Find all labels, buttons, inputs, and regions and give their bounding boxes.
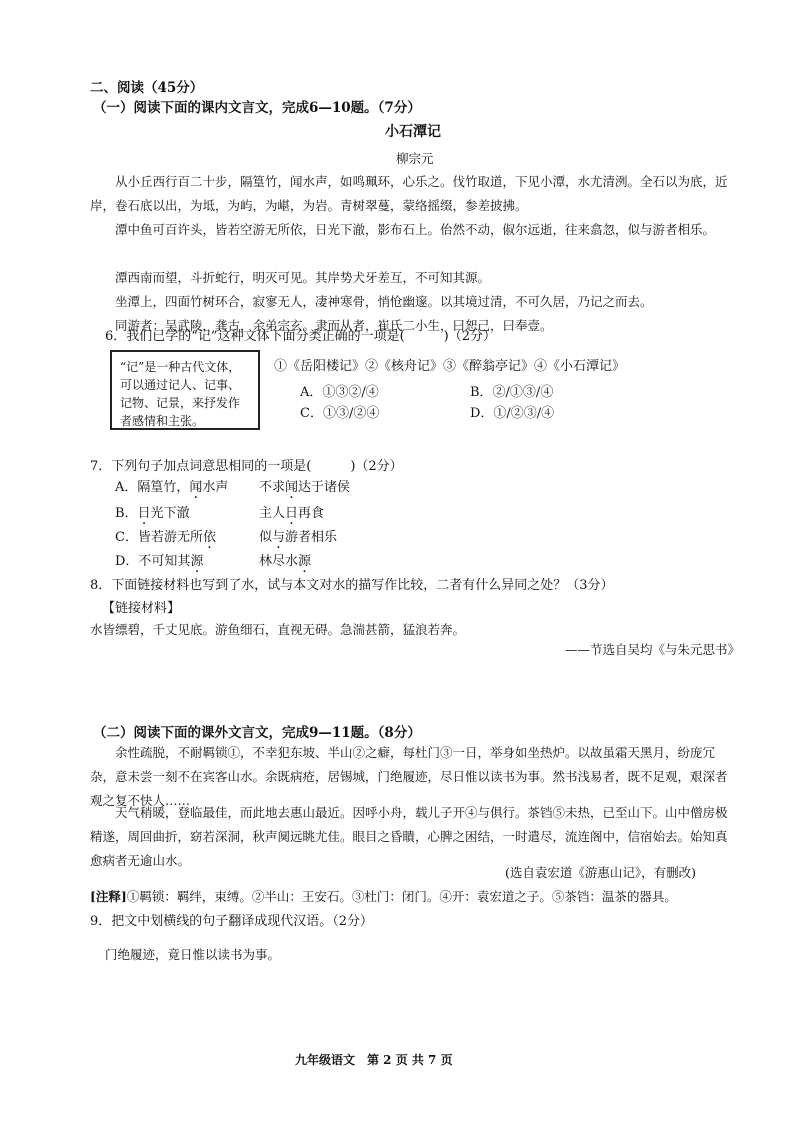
- q8-material-label: 【链接材料】: [102, 601, 181, 616]
- q9-sentence: 门绝履迹，竟日惟以读书为事。: [105, 947, 281, 962]
- passage2-paragraph-2: 天气稍暖，登临最佳，而此地去惠山最近。因呼小舟，载儿子开④与俱行。茶铛⑤未热，已至山下。山中僧房极精遂，周回曲折，窈若深洞，秋声阒远眺尤佳。眼目之昏瞶，心脾之困结，一时遣尽，流连阁中，信宿始去。始知真愈病者无逾山水。: [90, 805, 728, 868]
- q7-row-b-right: [259, 502, 324, 521]
- passage1-paragraph-5: 同游者：吴武陵，龚古，余弟宗玄。隶而从者，崔氏二小生，曰恕己，曰奉壹。: [115, 318, 553, 333]
- q6-option-a: A．①③②/④: [300, 385, 379, 400]
- passage1-paragraph-3: 潭西南而望，斗折蛇行，明灭可见。其岸势犬牙差互，不可知其源。: [115, 270, 491, 285]
- q7-row-b: [115, 502, 190, 521]
- q7-row-c: [115, 526, 216, 545]
- q6-items: ①《岳阳楼记》②《核舟记》③《醉翁亭记》④《小石潭记》: [274, 359, 626, 374]
- notes-text: ①羁锁：羁绊，束缚。②半山：王安石。③杜门：闭门。④开：袁宏道之子。⑤茶铛：温茶的器具。: [126, 889, 677, 904]
- passage-title: 小石潭记: [385, 124, 441, 140]
- q6-definition-box: “记”是一种古代文体，可以通过记人、记事、记物、记景，来抒发作者感情和主张。: [110, 350, 260, 430]
- q7-row-d-left-dotted: 源: [190, 554, 204, 569]
- q8-stem: 8．下面链接材料也写到了水，试与本文对水的描写作比较，二者有什么异同之处？（3分）: [90, 578, 614, 593]
- passage1-paragraph-2: 潭中鱼可百许头，皆若空游无所依，日光下澈，影布石上。佁然不动，俶尔远逝，往来翕忽，似与游者相乐。: [115, 222, 716, 237]
- passage1-paragraph-4: 坐潭上，四面竹树环合，寂寥无人，凄神寒骨，悄怆幽邃。以其境过清，不可久居，乃记之而去。: [115, 294, 653, 309]
- part2-heading: （二）阅读下面的课外文言文，完成9—11题。（8分）: [93, 725, 421, 741]
- q6-stem: 6．我们已学的“记”这种文体下面分类正确的一项是( )（2分）: [105, 329, 496, 344]
- part1-heading: （一）阅读下面的课内文言文，完成6—10题。（7分）: [93, 100, 421, 116]
- q7-row-a-right: [259, 476, 350, 495]
- q7-row-d-right: [259, 550, 311, 569]
- q7-row-b-right-post: 再食: [298, 506, 325, 521]
- q7-row-d-right-pre: 林尽水: [259, 554, 299, 569]
- q6-option-b: B．②/①③/④: [470, 385, 554, 400]
- q7-row-b-left-pre: B．: [115, 506, 138, 521]
- q8-source: ——节选自吴均《与朱元思书》: [565, 642, 741, 657]
- q7-row-a-left-post: 水声: [202, 480, 229, 495]
- q7-row-c-right: [259, 526, 337, 545]
- passage2-paragraph-1: 余性疏脱，不耐羁锁①，不幸犯东坡、半山②之癖，每杜门③一日，举身如坐热炉。以故虽霜天黑月，纷庞冗杂，意未尝一刻不在宾客山水。余既病疮，居锡城，门绝履迹，尽日惟以读书为事。然书浅易者，既不足观，艰深者观之复不快人……: [90, 745, 728, 808]
- q7-row-c-right-post: 游者相乐: [285, 530, 338, 545]
- q9-stem: 9．把文中划横线的句子翻译成现代汉语。（2分）: [90, 914, 374, 929]
- q8-material: 水皆缥碧，千丈见底。游鱼细石，直视无碍。急湍甚箭，猛浪若奔。: [90, 622, 466, 637]
- passage-author: 柳宗元: [396, 151, 434, 166]
- q7-row-a-left-dotted: 闻: [189, 480, 203, 495]
- q7-row-c-left-pre: C．皆若游无所: [115, 530, 203, 545]
- q7-row-a-left-pre: A．隔篁竹，: [115, 480, 190, 495]
- q7-row-a-right-dotted: 闻: [285, 480, 299, 495]
- section-title: 二、阅读（45分）: [90, 80, 204, 96]
- passage2-source: (选自袁宏道《游惠山记》，有删改): [505, 865, 697, 880]
- q7-row-d-left-pre: D．不可知其: [115, 554, 191, 569]
- passage1-paragraph-1: 从小丘西行百二十步，隔篁竹，闻水声，如鸣珮环，心乐之。伐竹取道，下见小潭，水尤清洌。全石以为底，近岸，卷石底以出，为坻，为屿，为嵁，为岩。青树翠蔓，蒙络摇缀，参差披拂。: [90, 174, 728, 213]
- q6-option-c: C．①③/②④: [300, 406, 380, 421]
- notes-label: [注释]: [90, 889, 127, 904]
- q7-row-b-right-dotted: 日: [285, 506, 299, 521]
- q6-option-d: D．①/②③/④: [470, 406, 555, 421]
- q7-row-a-right-post: 达于诸侯: [298, 480, 351, 495]
- q7-row-a-right-pre: 不求: [259, 480, 286, 495]
- q7-row-c-right-pre: 似: [259, 530, 273, 545]
- q7-row-a: [115, 476, 228, 495]
- q7-row-c-right-dotted: 与: [272, 530, 286, 545]
- q7-row-d: [115, 550, 203, 569]
- q7-row-b-right-pre: 主人: [259, 506, 286, 521]
- q7-row-b-left-post: 光下澈: [150, 506, 190, 521]
- q7-row-c-left-dotted: 依: [202, 530, 216, 545]
- notes: [90, 887, 677, 905]
- q7-stem: 7．下列句子加点词意思相同的一项是( )（2分）: [90, 459, 403, 474]
- q7-row-d-right-dotted: 源: [298, 554, 312, 569]
- q7-row-b-left-dotted: 日: [137, 506, 151, 521]
- page-footer: 九年级语文 第 2 页 共 7 页: [295, 1053, 453, 1067]
